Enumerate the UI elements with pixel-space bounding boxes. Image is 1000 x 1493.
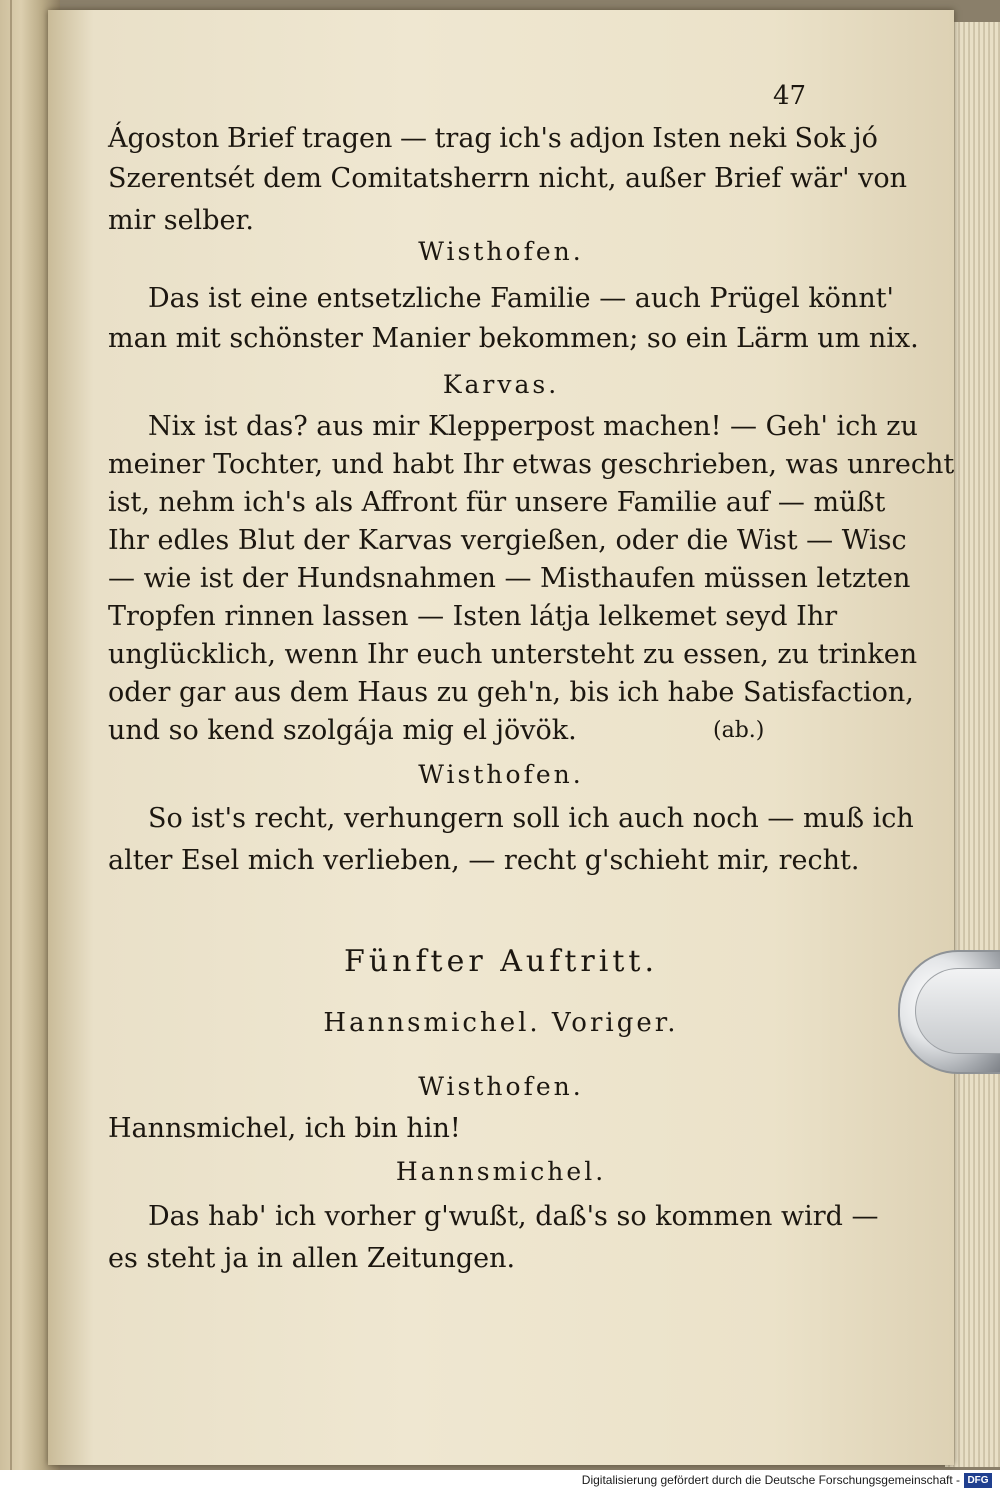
text-line: es steht ja in allen Zeitungen. — [108, 1243, 516, 1274]
text-line: und so kend szolgája mig el jövök. — [108, 715, 577, 746]
text-line: So ist's recht, verhungern soll ich auch noch — muß ich — [148, 803, 914, 834]
text-line: Tropfen rinnen lassen — Isten látja lelkemet seyd Ihr — [108, 601, 838, 632]
book-page — [48, 10, 954, 1465]
footer-bar — [0, 1470, 1000, 1493]
text-line: man mit schönster Manier bekommen; so ein Lärm um nix. — [108, 323, 919, 354]
text-line: Szerentsét dem Comitatsherrn nicht, außer Brief wär' von — [108, 163, 907, 194]
text-line: oder gar aus dem Haus zu geh'n, bis ich habe Satisfaction, — [108, 677, 914, 708]
text-line: Ihr edles Blut der Karvas vergießen, oder die Wist — Wisc — [108, 525, 907, 556]
text-line: — wie ist der Hundsnahmen — Misthaufen müssen letzten — [108, 563, 911, 594]
text-line: Das ist eine entsetzliche Familie — auch Prügel könnt' — [148, 283, 894, 314]
text-line: Das hab' ich vorher g'wußt, daß's so kommen wird — — [148, 1201, 879, 1232]
page-clip-inner — [915, 968, 1000, 1054]
speaker-name: Hannsmichel. — [395, 1157, 607, 1186]
text-line: Ágoston Brief tragen — trag ich's adjon Isten neki Sok jó — [108, 123, 878, 154]
dfg-logo-icon: DFG — [964, 1473, 992, 1488]
text-line: unglücklich, wenn Ihr euch untersteht zu essen, zu trinken — [108, 639, 918, 670]
text-line: ist, nehm ich's als Affront für unsere Familie auf — müßt — [108, 487, 886, 518]
text-line: Nix ist das? aus mir Klepperpost machen! — Geh' ich zu — [148, 411, 918, 442]
text-line: meiner Tochter, und habt Ihr etwas geschrieben, was unrecht — [108, 449, 955, 480]
character-list: Hannsmichel. Voriger. — [323, 1008, 679, 1038]
speaker-name: Wisthofen. — [418, 1072, 584, 1101]
speaker-name: Wisthofen. — [418, 760, 584, 789]
text-line: mir selber. — [108, 205, 254, 236]
page-number: 47 — [773, 81, 807, 111]
text-line: Hannsmichel, ich bin hin! — [108, 1113, 461, 1144]
footer-credit: Digitalisierung gefördert durch die Deutsche Forschungsgemeinschaft - — [581, 1473, 960, 1487]
speaker-name: Karvas. — [442, 370, 560, 399]
scene-heading: Fünfter Auftritt. — [344, 944, 658, 979]
text-line: alter Esel mich verlieben, — recht g'schieht mir, recht. — [108, 845, 860, 876]
speaker-name: Wisthofen. — [418, 237, 584, 266]
stage-direction: (ab.) — [713, 718, 765, 743]
